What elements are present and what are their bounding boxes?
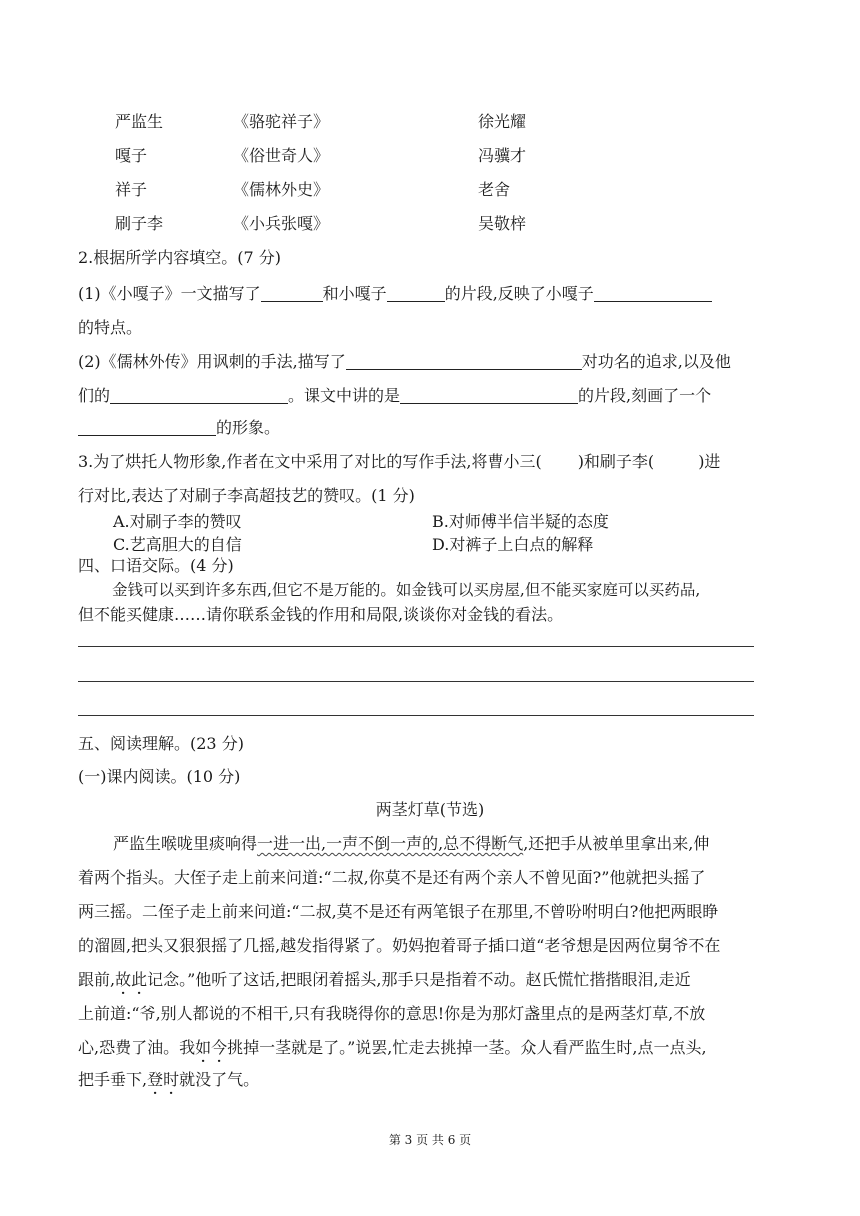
q2-part2-text-c: 们的 [78,386,111,405]
work-1: 《骆驼祥子》 [233,112,330,131]
q2-part1-line1 [78,284,712,304]
q2-part2-text-b: 对功名的追求,以及他 [581,352,731,371]
q3-option-a: A.对刷子李的赞叹 [113,512,242,531]
q2-part1-text-a: (1)《小嘎子》一文描写了 [78,284,261,303]
author-2: 冯骥才 [478,146,527,165]
character-4: 刷子李 [115,214,164,233]
q3-option-b: B.对师傅半信半疑的态度 [432,512,609,531]
section4-heading: 四、口语交际。(4 分) [78,556,234,575]
section5-heading: 五、阅读理解。(23 分) [78,734,244,753]
passage-text: 严监生喉咙里痰响得 [113,834,258,853]
section4-line2: 但不能买健康……请你联系金钱的作用和局限,谈谈你对金钱的看法。 [78,605,564,624]
work-4: 《小兵张嘎》 [233,214,330,233]
q2-part2-line3 [78,418,280,438]
passage-text: 记念。”他听了这话,把眼闭着摇头,那手只是指着不动。赵氏慌忙揩揩眼泪,走近 [147,970,691,989]
q2-part2-text-e: 的片段,刻画了一个 [578,386,712,405]
passage-line-3: 两三摇。二侄子走上前来问道:“二叔,莫不是还有两笔银子在那里,不曾吩咐明白?他把两眼睁 [78,902,719,921]
answer-line[interactable] [78,646,754,647]
answer-blank[interactable] [387,285,445,302]
character-1: 严监生 [115,112,164,131]
passage-line-4: 的溜圆,把头又狠狠摇了几摇,越发指得紧了。奶妈抱着哥子插口道“老爷想是因两位舅爷不在 [78,936,721,955]
passage-line-8 [78,1070,259,1090]
dotted-char: 今 [211,1038,228,1057]
q3-text-a: 3.为了烘托人物形象,作者在文中采用了对比的写作手法,将曹小三( [78,452,542,471]
author-1: 徐光耀 [478,112,527,131]
q3-line2: 行对比,表达了对刷子李高超技艺的赞叹。(1 分) [78,486,415,505]
dotted-char: 如 [195,1038,212,1057]
passage-text: 把手垂下, [78,1070,148,1089]
q2-part1-text-b: 和小嘎子 [322,284,387,303]
answer-blank[interactable] [346,353,582,370]
section5-subheading: (一)课内阅读。(10 分) [78,767,241,786]
passage-text: 挑掉一茎就是了。”说罢,忙走去挑掉一茎。众人看严监生时,点一点头, [227,1038,707,1057]
passage-text: 心,恐费了油。我 [78,1038,196,1057]
q2-part2-text-d: 。课文中讲的是 [288,386,401,405]
q3-text-c: )进 [698,452,721,471]
passage-line-6: 上前道:“爷,别人都说的不相干,只有我晓得你的意思!你是为那灯盏里点的是两茎灯草,不放 [78,1004,706,1023]
author-4: 吴敬梓 [478,214,527,233]
work-2: 《俗世奇人》 [233,146,330,165]
q3-option-d: D.对裤子上白点的解释 [432,535,594,554]
answer-blank[interactable] [594,285,712,302]
q2-heading: 2.根据所学内容填空。(7 分) [78,248,282,267]
dotted-char: 此 [131,970,148,989]
section4-line1: 金钱可以买到许多东西,但它不是万能的。如金钱可以买房屋,但不能买家庭可以买药品, [112,581,701,599]
q3-option-c: C.艺高胆大的自信 [113,535,242,554]
passage-line-2: 着两个指头。大侄子走上前来问道:“二叔,你莫不是还有两个亲人不曾见面?”他就把头摇了 [78,868,706,887]
passage-line-7 [78,1038,707,1058]
q2-part2-line1 [78,352,731,372]
q2-part1-text-c: 的片段,反映了小嘎子 [444,284,594,303]
dotted-char: 登 [147,1070,164,1089]
passage-line-5 [78,970,691,990]
character-2: 嘎子 [115,146,148,165]
page-footer: 第 3 页 共 6 页 [388,1133,472,1147]
passage-line-1 [113,834,709,854]
answer-blank[interactable] [110,387,288,404]
answer-blank[interactable] [261,285,323,302]
passage-title: 两茎灯草(节选) [375,800,485,819]
character-3: 祥子 [115,180,148,199]
answer-blank[interactable] [400,387,578,404]
answer-line[interactable] [78,681,754,682]
work-3: 《儒林外史》 [233,180,330,199]
passage-text: ,还把手从被单里拿出来,伸 [523,834,710,853]
q3-text-b: )和刷子李( [577,452,655,471]
dotted-char: 故 [115,970,132,989]
passage-text: 跟前, [78,970,116,989]
author-3: 老舍 [478,180,511,199]
q2-part2-text-a: (2)《儒林外传》用讽刺的手法,描写了 [78,352,346,371]
answer-blank[interactable] [78,419,216,436]
q2-part1-line2: 的特点。 [78,318,143,337]
dotted-char: 时 [163,1070,180,1089]
q3-line1 [78,452,720,472]
q2-part2-text-f: 的形象。 [216,418,281,437]
q2-part2-line2 [78,386,711,406]
wavy-underlined-text: 一进一出,一声不倒一声的,总不得断气 [257,834,524,853]
passage-text: 就没了气。 [179,1070,260,1089]
answer-line[interactable] [78,715,754,716]
